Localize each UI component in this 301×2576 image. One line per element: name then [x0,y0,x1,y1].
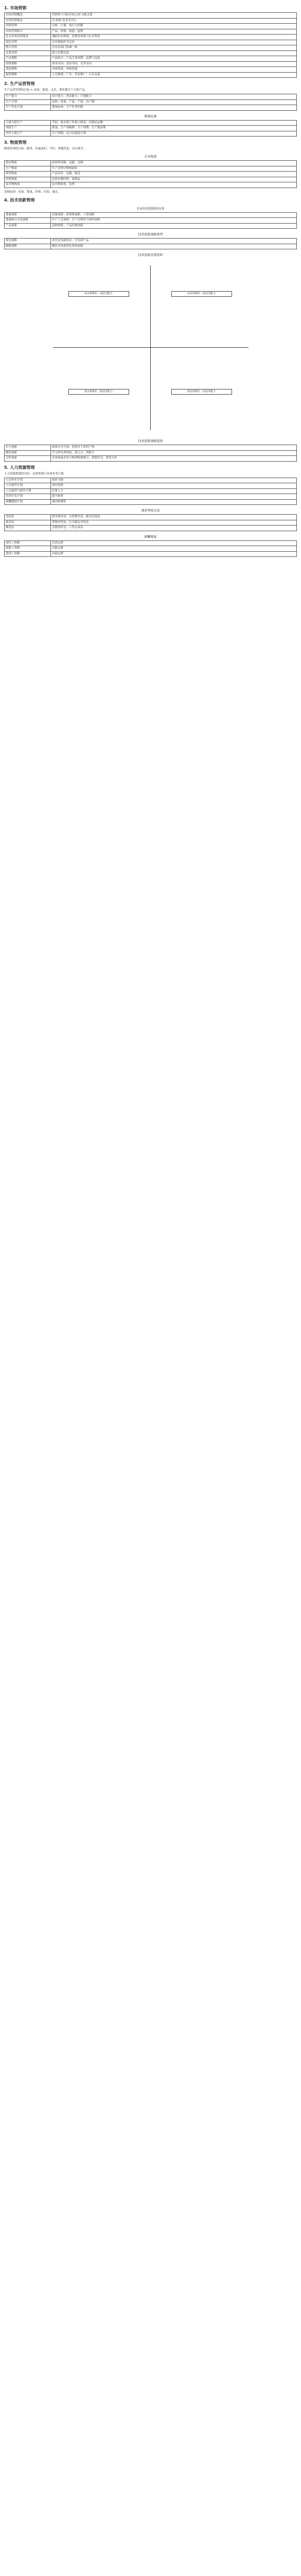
section-1-table [4,12,297,78]
row-label-cell: 市场营销组合 [5,29,51,35]
row-label-cell: 回收物流 [5,177,51,182]
table-row [5,239,297,244]
row-label-cell: 促销策略 [5,72,51,78]
table-row [5,526,297,531]
row-content-cell: 原材料采购、运输、仓储 [51,161,297,166]
row-label-cell: 关系营销 [5,50,51,56]
innovation-matrix-diagram [48,260,254,435]
row-content-cell: 简单排序法；交替排序法；配对比较法 [51,515,297,520]
section-4-title: 4. 技术创新管理 [4,197,35,202]
table-row [5,546,297,552]
section-4-table [4,212,297,229]
section-5-intro: 人力资源规划的内容：总体规划与各项业务计划。 [4,472,67,476]
table-row [5,177,297,182]
row-content-cell: 建立长期关系 [51,50,297,56]
row-content-cell: 模仿并改进领先者的创新 [51,244,297,249]
row-content-cell: 等级评价法；行为锚定评价法 [51,520,297,526]
section-4-table-3 [4,445,297,462]
row-content-cell: 生产过程中物料流转 [51,166,297,172]
section-2-intro: 生产运营管理的目标 = 高效、低耗、灵活、准时地生产合格产品。 [4,89,88,92]
table-row [5,161,297,166]
row-label-cell: 薪酬激励计划 [5,499,51,505]
section-3-note: 采购原则：质量、数量、价格、时间、地点。 [4,190,61,194]
table-row [5,61,297,67]
section-4-table-2 [4,238,297,249]
row-label-cell: 大量大批生产 [5,120,51,126]
row-content-cell: 以环境保护为宗旨 [51,40,297,45]
table-row [5,67,297,73]
table-row [5,499,297,505]
row-label-cell: 市场营销观念 [5,18,51,24]
table-row [5,450,297,456]
row-label-cell: 人员补充计划 [5,478,51,483]
row-label-cell: 描述法 [5,526,51,531]
table-row [5,94,297,100]
row-content-cell: 人员推销；广告；营业推广；公共关系 [51,72,297,78]
matrix-quadrant-4: 低市场增长 · 高技术能力 [171,389,232,395]
table-row [5,45,297,51]
row-content-cell: 节拍、流水线工作指示图表、在制品定额 [51,120,297,126]
matrix-quadrant-3: 低市场增长 · 低技术能力 [68,389,129,395]
row-content-cell: 关键事件法；工作记录法 [51,526,297,531]
row-content-cell: 包装容器回收、返修品 [51,177,297,182]
table-row [5,212,297,218]
row-content-cell: 企业间或企业与科研机构联合，资源共享，优势互补 [51,456,297,462]
row-label-cell: 合作创新 [5,456,51,462]
row-label-cell: 跟随战略 [5,244,51,249]
row-label-cell: 培训开发计划 [5,494,51,500]
row-label-cell: 模仿创新 [5,450,51,456]
table-row [5,50,297,56]
section-3-intro: 物流管理的目标：服务、快速及时、节约、规模优化、库存调节。 [4,147,86,150]
row-label-cell: 岗位工资制 [5,540,51,546]
row-content-cell: 以能定薪 [51,546,297,552]
row-label-cell: 生产作业计划 [5,105,51,111]
section-3-caption: 企业物流 [144,155,157,159]
row-label-cell: 销售物流 [5,172,51,177]
row-label-cell: 人员使用计划 [5,483,51,489]
row-content-cell: 率先采用新技术、开发新产品 [51,239,297,244]
table-row [5,182,297,188]
section-2-caption: 期量标准 [144,114,157,118]
row-label-cell: 生产计划 [5,99,51,105]
row-content-cell: 产品出库、运输、配送 [51,172,297,177]
row-content-cell: 依靠自身力量，获得自主知识产权 [51,445,297,451]
row-content-cell: 直接渠道；间接渠道 [51,67,297,73]
table-row [5,515,297,520]
row-label-cell: 要素创新 [5,212,51,218]
row-content-cell: 以绩定薪 [51,551,297,557]
row-label-cell: 要素组合方法创新 [5,218,51,224]
row-content-cell: 弥补空缺 [51,478,297,483]
section-5-table-3 [4,540,297,557]
row-label-cell: 生产物流 [5,166,51,172]
section-5-title: 5. 人力资源管理 [4,465,35,470]
section-1-title: 1. 市场营销 [4,6,27,10]
row-label-cell: 整合营销 [5,45,51,51]
table-row [5,18,297,24]
table-row [5,120,297,126]
row-content-cell: 以 顾客 需求为中心 [51,18,297,24]
row-label-cell: 产品创新 [5,223,51,229]
row-content-cell: 提升素质 [51,494,297,500]
row-content-cell: 批量、生产间隔期、生产周期、生产提前期 [51,126,297,131]
table-row [5,105,297,111]
section-5-table-2 [4,514,297,531]
table-row [5,56,297,62]
table-row [5,29,297,35]
table-row [5,172,297,177]
table-row [5,478,297,483]
row-content-cell: 企业各部门协调一致 [51,45,297,51]
table-row [5,483,297,489]
row-content-cell: 品种；质量；产量；产值；出产期 [51,99,297,105]
row-label-cell: 渠道策略 [5,67,51,73]
table-row [5,13,297,19]
section-4-caption-2: 技术创新战略类型 [138,233,163,236]
row-label-cell: 量表法 [5,520,51,526]
row-label-cell: 技能工资制 [5,546,51,552]
table-row [5,35,297,40]
row-content-cell: 期量标准；生产作业控制 [51,105,297,111]
row-content-cell: 学习率先者经验，投入少，风险小 [51,450,297,456]
row-label-cell: 产品策略 [5,56,51,62]
section-2-title: 2. 生产运营管理 [4,81,35,86]
row-content-cell: 分析、计划、执行与控制 [51,24,297,29]
row-label-cell: 比较法 [5,515,51,520]
table-row [5,445,297,451]
row-content-cell: 产品、价格、渠道、促销 [51,29,297,35]
row-label-cell: 自主创新 [5,445,51,451]
section-2-table [4,94,297,111]
row-content-cell: 以岗定薪 [51,540,297,546]
table-row [5,520,297,526]
matrix-quadrant-2: 高市场增长 · 低技术能力 [171,291,232,297]
row-content-cell: 品种创新；产品结构创新 [51,223,297,229]
table-row [5,131,297,137]
row-content-cell: 生产周期、总日历进度计划 [51,131,297,137]
section-5-table [4,478,297,505]
section-4-caption-3: 技术创新战略选择 [138,439,163,443]
section-3-table [4,160,297,188]
table-row [5,244,297,249]
row-content-cell: 岗位轮换 [51,483,297,489]
section-5-caption-2: 薪酬制度 [144,535,157,539]
table-row [5,72,297,78]
row-label-cell: 绩效工资制 [5,551,51,557]
row-content-cell: 生产工艺创新；生产过程时空组织创新 [51,218,297,224]
row-content-cell: 兼顾企业利润、消费者需要与社会利益 [51,35,297,40]
row-content-cell: 后备人才 [51,488,297,494]
table-row [5,40,297,45]
row-label-cell: 单件小批生产 [5,131,51,137]
table-row [5,218,297,224]
matrix-horizontal-axis [53,347,249,348]
matrix-vertical-axis [150,265,151,430]
table-row [5,99,297,105]
row-label-cell: 人员接替与提升计划 [5,488,51,494]
table-row [5,488,297,494]
row-label-cell: 供应物流 [5,161,51,166]
row-label-cell: 领先战略 [5,239,51,244]
row-content-cell: 设计能力；查定能力；计划能力 [51,94,297,100]
section-2-qty-table [4,120,297,137]
row-content-cell: 成本导向；需求导向；竞争导向 [51,61,297,67]
row-label-cell: 绿色营销 [5,40,51,45]
row-label-cell: 市场营销概念 [5,13,51,19]
row-label-cell: 社会市场营销观念 [5,35,51,40]
row-label-cell: 生产能力 [5,94,51,100]
row-content-cell: 调动积极性 [51,499,297,505]
table-row [5,24,297,29]
row-label-cell: 成批生产 [5,126,51,131]
row-content-cell: 营销者与目标市场之间 交换关系 [51,13,297,19]
table-row [5,494,297,500]
table-row [5,126,297,131]
row-label-cell: 价格策略 [5,61,51,67]
table-row [5,540,297,546]
section-3-title: 3. 物流管理 [4,140,27,145]
table-row [5,551,297,557]
row-label-cell: 废弃物物流 [5,182,51,188]
row-content-cell: 产品组合；产品生命周期；品牌与包装 [51,56,297,62]
matrix-caption: 技术创新决策矩阵 [138,253,163,257]
row-content-cell: 废弃物收集、处理 [51,182,297,188]
section-5-caption: 绩效考核方法 [141,509,160,513]
row-label-cell: 营销管理 [5,24,51,29]
document-page [0,0,301,564]
section-4-caption: 企业技术创新的内容 [136,207,165,211]
table-row [5,456,297,462]
table-row [5,166,297,172]
row-content-cell: 设备创新；原材料创新；人事创新 [51,212,297,218]
matrix-quadrant-1: 高市场增长 · 高技术能力 [68,291,129,297]
table-row [5,223,297,229]
